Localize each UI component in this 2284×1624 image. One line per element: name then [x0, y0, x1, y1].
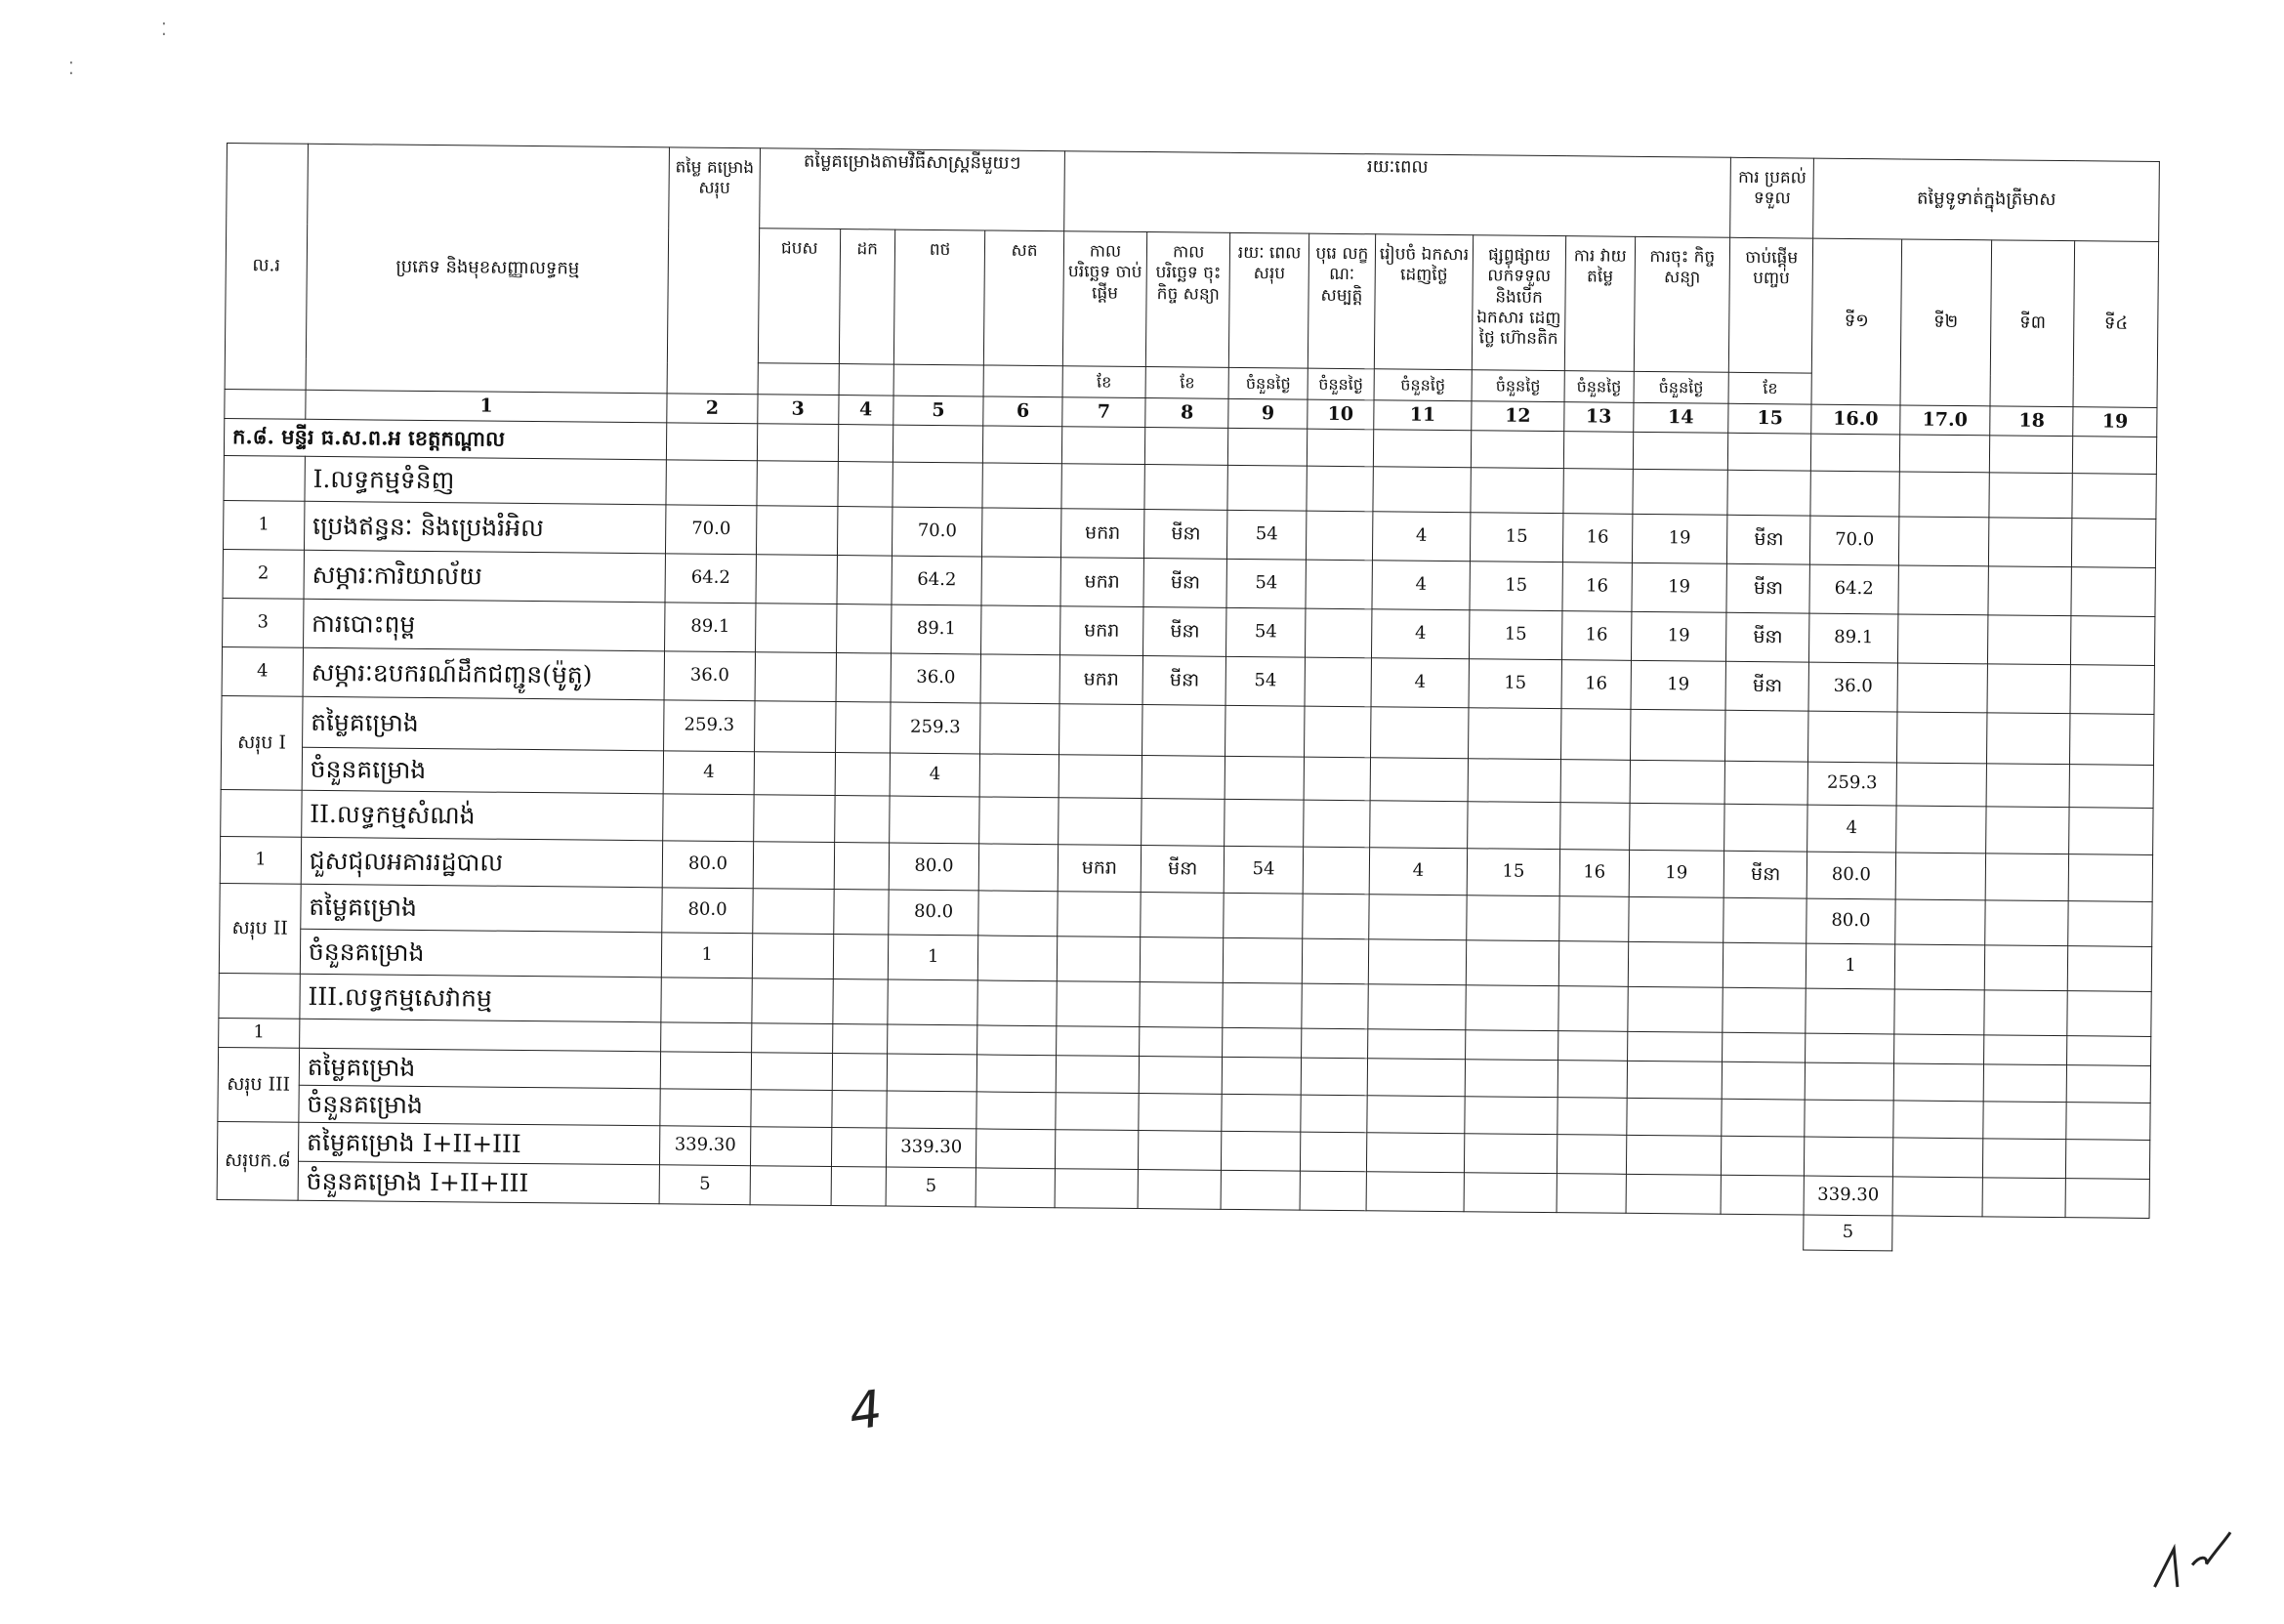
row-total: 36.0 — [664, 651, 755, 701]
row-handover-month: មីនា — [1726, 612, 1810, 662]
row-total-days: 54 — [1227, 510, 1307, 560]
row-start-month: មករា — [1060, 509, 1144, 559]
works-sum-total: 80.0 — [662, 888, 753, 934]
row-total: 80.0 — [662, 841, 753, 889]
header-src-3: ពថ — [893, 229, 985, 365]
row-contract-month: មីនា — [1142, 656, 1226, 706]
procurement-plan-sheet — [216, 143, 2160, 1254]
row-total-days: 54 — [1226, 559, 1306, 608]
goods-title: I.លទ្ធកម្មទំនិញ — [305, 456, 667, 505]
row-start-month: មករា — [1060, 558, 1144, 607]
row-contract-month: មីនា — [1144, 510, 1228, 560]
grand-q1-count: 5 — [1804, 1215, 1891, 1251]
row-eval-days: 16 — [1562, 562, 1632, 612]
goods-sum-label: សរុប I — [221, 695, 303, 790]
goods-q1-count: 4 — [1807, 805, 1896, 853]
header-src-4: សត — [984, 230, 1064, 366]
services-sum-label: សរុប III — [218, 1047, 300, 1122]
goods-sum-total: 259.3 — [664, 700, 755, 752]
row-contract-month: មីនា — [1143, 607, 1227, 657]
works-q1-sum: 80.0 — [1806, 898, 1895, 944]
header-quarter-group: តម្លៃទូទាត់ក្នុងត្រីមាស — [1813, 158, 2159, 241]
row-advert-days: 15 — [1470, 513, 1563, 562]
row-total-days: 54 — [1226, 607, 1306, 657]
colnum-9: 9 — [1228, 398, 1308, 429]
grand-total: 339.30 — [660, 1126, 751, 1166]
signature-mark — [2124, 1488, 2255, 1607]
row-description: សម្ភារៈការិយាល័យ — [304, 550, 666, 603]
row-eval-days: 16 — [1561, 611, 1631, 661]
unit-empty — [983, 365, 1062, 397]
header-period-4: បុរេ លក្ខ ណៈ សម្បត្តិ — [1308, 233, 1376, 369]
row-handover-month: មីនា — [1727, 515, 1811, 564]
header-description: ប្រភេទ និងមុខសញ្ញាលទ្ធកម្ម — [306, 144, 670, 394]
row-method-pt: 64.2 — [892, 556, 982, 605]
row-prep-days: 4 — [1369, 848, 1467, 895]
unit-7: ខែ — [1062, 366, 1146, 398]
header-period-2: កាល បរិច្ឆេទ ចុះកិច្ច សន្យា — [1145, 232, 1230, 368]
unit-14: ចំនួនថ្ងៃ — [1634, 371, 1729, 403]
row-handover-month: មីនា — [1725, 661, 1809, 711]
grand-sum-label: សរុបក.៨ — [217, 1121, 299, 1200]
row-no: 2 — [223, 549, 304, 599]
unit-empty — [839, 364, 893, 396]
grand-q1-sum: 339.30 — [1804, 1176, 1892, 1216]
header-method-group: តម្លៃគម្រោងតាមវិធីសាស្ត្រនីមួយៗ — [760, 148, 1065, 231]
unit-10: ចំនួនថ្ងៃ — [1308, 368, 1375, 400]
row-total: 89.1 — [665, 603, 756, 652]
row-advert-days: 15 — [1469, 659, 1562, 709]
row-total: 64.2 — [665, 554, 756, 604]
works-title: II.លទ្ធកម្មសំណង់ — [302, 790, 664, 841]
handwritten-signature — [2124, 1488, 2261, 1623]
colnum-5: 5 — [893, 396, 984, 426]
section-title: ក.៨. មន្ទីរ ធ.ស.ព.អ ខេត្តកណ្ដាល — [224, 418, 667, 459]
row-no: 1 — [224, 500, 305, 550]
services-cost-label: តម្លៃគម្រោង — [299, 1048, 661, 1089]
goods-count-pt: 4 — [890, 753, 980, 797]
row-q1: 36.0 — [1808, 662, 1897, 712]
row-no: 4 — [222, 646, 303, 696]
header-period-5: រៀបចំ ឯកសារ ដេញថ្លៃ — [1374, 234, 1473, 370]
unit-empty — [758, 363, 839, 396]
row-prep-days: 4 — [1371, 658, 1469, 708]
header-q1: ទី១ — [1811, 238, 1901, 405]
works-count-label: ចំនួនគម្រោង — [300, 929, 662, 978]
goods-q1-sum: 259.3 — [1807, 762, 1896, 806]
row-advert-days: 15 — [1469, 610, 1562, 660]
goods-count-total: 4 — [663, 751, 754, 795]
header-handover: ការ ប្រគល់ ទទួល — [1730, 157, 1814, 238]
row-method-pt: 36.0 — [891, 653, 981, 703]
services-count-label: ចំនួនគម្រោង — [299, 1085, 661, 1126]
services-row-no: 1 — [219, 1018, 300, 1048]
header-period-6: ផ្សព្វផ្សាយ លក់ទទួល និងបើក ឯកសារ ដេញថ្លៃ ហ៊ោនតិក — [1472, 235, 1565, 371]
row-eval-days: 16 — [1562, 514, 1632, 563]
row-q1: 89.1 — [1809, 613, 1898, 663]
unit-15: ខែ — [1728, 372, 1812, 404]
colnum-blank — [225, 389, 306, 419]
colnum-7: 7 — [1062, 397, 1146, 428]
row-q1: 70.0 — [1810, 516, 1899, 565]
goods-sum-pt: 259.3 — [890, 702, 980, 754]
row-method-pt: 89.1 — [891, 604, 981, 654]
header-period-7: ការ វាយ តម្លៃ — [1564, 236, 1635, 372]
header-period-group: រយៈពេល — [1064, 151, 1731, 238]
row-contract-month: មីនា — [1141, 846, 1225, 894]
row-start-month: មករា — [1058, 845, 1142, 893]
row-prep-days: 4 — [1372, 609, 1470, 659]
unit-13: ចំនួនថ្ងៃ — [1564, 371, 1634, 403]
header-q2: ទី២ — [1900, 239, 1992, 406]
row-description: សម្ភារៈឧបករណ៍ដឹកជញ្ជូន(ម៉ូតូ) — [303, 647, 665, 700]
colnum-1: 1 — [306, 390, 668, 423]
header-q3: ទី៣ — [1990, 240, 2075, 407]
header-total-cost: តម្លៃ គម្រោង សរុប — [667, 147, 760, 395]
row-no: 3 — [223, 598, 304, 647]
colnum-4: 4 — [838, 396, 893, 426]
works-cost-label: តម្លៃគម្រោង — [301, 884, 663, 933]
colnum-18: 18 — [1990, 406, 2074, 437]
scan-speck: ⁚ — [161, 20, 167, 40]
header-period-3: រយៈ ពេល សរុប — [1229, 232, 1309, 368]
row-sign-days: 19 — [1632, 562, 1727, 612]
colnum-8: 8 — [1145, 398, 1229, 429]
row-description: ជួសជុលអគាររដ្ឋបាល — [301, 837, 663, 888]
works-sum-pt: 80.0 — [889, 890, 979, 936]
row-no: 1 — [220, 836, 301, 884]
goods-count-label: ចំនួនគម្រោង — [302, 747, 664, 794]
row-prep-days: 4 — [1372, 561, 1470, 610]
scan-speck: ⁚ — [68, 59, 74, 79]
row-contract-month: មីនា — [1143, 559, 1227, 608]
unit-8: ខែ — [1145, 367, 1229, 399]
unit-11: ចំនួនថ្ងៃ — [1374, 369, 1472, 401]
row-method-pt: 80.0 — [889, 843, 979, 891]
colnum-17: 17.0 — [1899, 405, 1990, 436]
procurement-table — [216, 143, 2160, 1254]
row-total-days: 54 — [1225, 656, 1305, 706]
header-no: ល.រ — [225, 144, 308, 391]
row-total-days: 54 — [1225, 846, 1304, 894]
grand-count-label: ចំនួនគម្រោង I+II+III — [298, 1161, 660, 1204]
header-q4: ទី៤ — [2073, 241, 2158, 408]
grand-count-pt: 5 — [886, 1167, 976, 1207]
colnum-15: 15 — [1728, 403, 1812, 434]
colnum-6: 6 — [983, 396, 1062, 427]
grand-pt: 339.30 — [886, 1128, 976, 1168]
colnum-19: 19 — [2073, 407, 2157, 437]
colnum-11: 11 — [1374, 400, 1472, 431]
grand-count-total: 5 — [659, 1165, 750, 1205]
row-sign-days: 19 — [1631, 660, 1726, 710]
row-eval-days: 16 — [1559, 850, 1629, 897]
row-q1: 64.2 — [1809, 564, 1898, 614]
works-sum-label: សរុប II — [219, 883, 301, 974]
row-sign-days: 19 — [1631, 611, 1726, 661]
services-title: III.លទ្ធកម្មសេវាកម្ម — [300, 974, 662, 1022]
row-sign-days: 19 — [1629, 850, 1724, 897]
row-prep-days: 4 — [1373, 512, 1471, 562]
works-count-total: 1 — [662, 933, 753, 979]
header-period-8: ការចុះ កិច្ចសន្យា — [1634, 236, 1730, 372]
row-q1: 80.0 — [1807, 852, 1896, 899]
goods-cost-label: តម្លៃគម្រោង — [302, 696, 664, 751]
row-sign-days: 19 — [1632, 514, 1727, 563]
colnum-3: 3 — [758, 395, 839, 425]
unit-empty — [893, 364, 984, 396]
row-description: ការបោះពុម្ព — [303, 599, 665, 651]
row-advert-days: 15 — [1470, 562, 1563, 611]
colnum-10: 10 — [1308, 399, 1375, 430]
header-period-1: កាល បរិច្ឆេទ ចាប់ផ្តើម — [1062, 231, 1147, 367]
row-eval-days: 16 — [1561, 660, 1631, 710]
header-src-2: ដក — [839, 229, 894, 365]
row-method-pt: 70.0 — [892, 507, 982, 557]
unit-12: ចំនួនថ្ងៃ — [1472, 370, 1564, 402]
grand-cost-label: តម្លៃគម្រោង I+II+III — [298, 1122, 660, 1165]
row-description: ប្រេងឥន្ធនៈ និងប្រេងរំអិល — [304, 501, 666, 554]
colnum-16: 16.0 — [1811, 404, 1899, 435]
works-q1-count: 1 — [1806, 943, 1895, 989]
row-total: 70.0 — [666, 505, 757, 555]
row-handover-month: មីនា — [1726, 563, 1810, 613]
row-advert-days: 15 — [1467, 849, 1559, 896]
colnum-12: 12 — [1472, 401, 1564, 432]
row-start-month: មករា — [1059, 655, 1143, 705]
row-start-month: មករា — [1059, 606, 1143, 656]
header-handover-2: ចាប់ផ្តើម បញ្ចប់ — [1728, 237, 1813, 373]
colnum-14: 14 — [1633, 402, 1728, 433]
unit-9: ចំនួនថ្ងៃ — [1228, 367, 1308, 399]
row-handover-month: មីនា — [1723, 851, 1807, 898]
colnum-2: 2 — [667, 394, 758, 424]
handwritten-page-number: 4 — [845, 1379, 887, 1443]
header-src-1: ជបស — [758, 229, 840, 364]
works-count-pt: 1 — [888, 935, 978, 980]
colnum-13: 13 — [1564, 402, 1634, 433]
